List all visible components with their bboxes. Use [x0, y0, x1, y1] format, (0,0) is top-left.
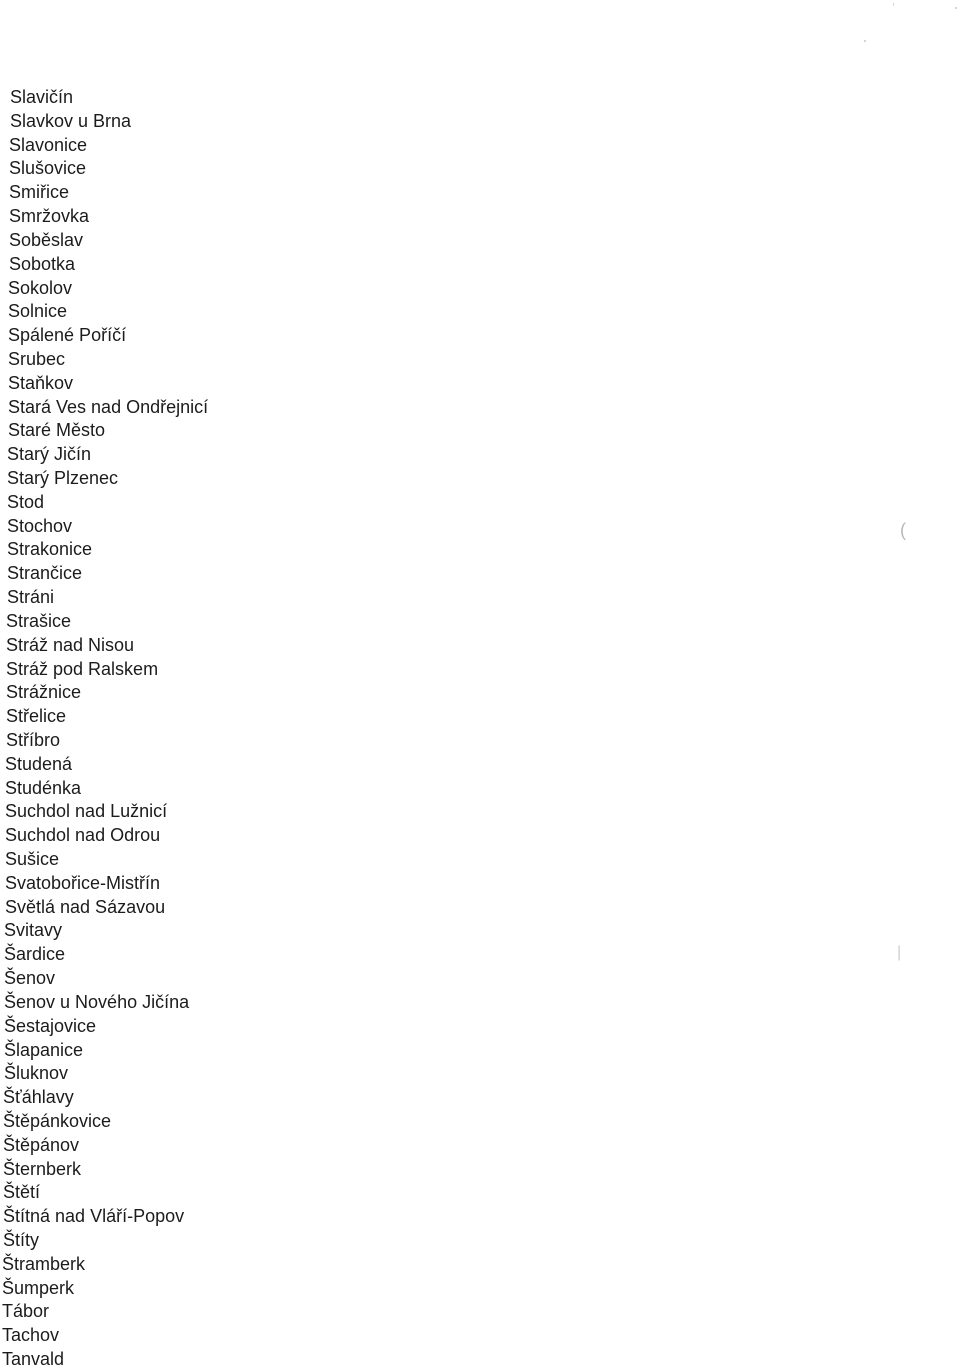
list-item: Stod: [7, 491, 45, 512]
list-item: Štítná nad Vláří-Popov: [3, 1206, 185, 1227]
list-item: Starý Plzenec: [7, 468, 119, 488]
list-item: Štětí: [3, 1182, 41, 1203]
list-item: Štěpánkovice: [3, 1110, 112, 1131]
list-item: Sokolov: [8, 277, 73, 298]
list-item: Svatobořice-Mistřín: [5, 872, 161, 893]
list-item: Sobotka: [9, 253, 76, 274]
list-item: Šumperk: [2, 1277, 75, 1298]
list-item: Slavičín: [10, 87, 74, 107]
list-item: Studená: [5, 753, 73, 774]
margin-mark-paren: (: [900, 520, 906, 540]
list-item: Smržovka: [9, 206, 90, 227]
list-item: Suchdol nad Odrou: [5, 825, 161, 846]
list-item: Strakonice: [7, 539, 93, 560]
list-item: Světlá nad Sázavou: [5, 896, 166, 917]
list-item: Šlapanice: [4, 1039, 84, 1060]
list-item: Stráni: [7, 587, 55, 608]
list-item: Tanvald: [2, 1349, 65, 1370]
list-item: Sušice: [5, 849, 60, 869]
list-item: Šenov u Nového Jičína: [4, 991, 190, 1012]
list-item: Štěpánov: [3, 1134, 80, 1155]
list-item: Šluknov: [4, 1063, 69, 1084]
list-item: Tachov: [2, 1325, 60, 1346]
list-item: Šťáhlavy: [3, 1087, 74, 1108]
list-item: Solnice: [8, 301, 68, 322]
list-item: Tábor: [2, 1301, 50, 1322]
list-item: Stará Ves nad Ondřejnicí: [8, 396, 209, 417]
list-item: Soběslav: [9, 229, 84, 250]
list-item: Šternberk: [3, 1158, 82, 1179]
list-item: Střelice: [6, 706, 67, 727]
list-item: Šenov: [4, 968, 56, 989]
list-item: Šardice: [4, 944, 66, 965]
town-list: [0, 86, 208, 1372]
list-item: Stráž nad Nisou: [6, 634, 135, 655]
list-item: Svitavy: [4, 920, 63, 941]
list-item: Staňkov: [8, 372, 74, 393]
list-item: Slušovice: [9, 158, 87, 179]
list-item: Slavonice: [9, 134, 88, 155]
list-item: Štramberk: [2, 1253, 86, 1274]
list-item: Stráž pod Ralskem: [6, 658, 159, 679]
list-item: Strančice: [7, 563, 83, 584]
list-item: Spálené Poříčí: [8, 325, 127, 346]
list-item: Smiřice: [9, 182, 70, 203]
list-item: Stříbro: [6, 729, 61, 750]
list-item: Studénka: [5, 777, 82, 798]
list-item: Suchdol nad Lužnicí: [5, 801, 168, 822]
scan-speck: [955, 7, 957, 9]
list-item: Strážnice: [6, 682, 82, 703]
list-item: Staré Město: [8, 420, 106, 441]
scan-speck: [864, 40, 866, 42]
list-item: Stochov: [7, 515, 73, 536]
list-item: Štíty: [3, 1230, 40, 1250]
list-item: Srubec: [8, 348, 66, 369]
list-item: Šestajovice: [4, 1015, 97, 1036]
list-item: Starý Jičín: [7, 444, 92, 465]
list-item: Slavkov u Brna: [10, 110, 132, 131]
margin-mark-bar: |: [897, 944, 902, 961]
list-item: Strašice: [6, 610, 72, 631]
scan-speck: [893, 3, 894, 6]
